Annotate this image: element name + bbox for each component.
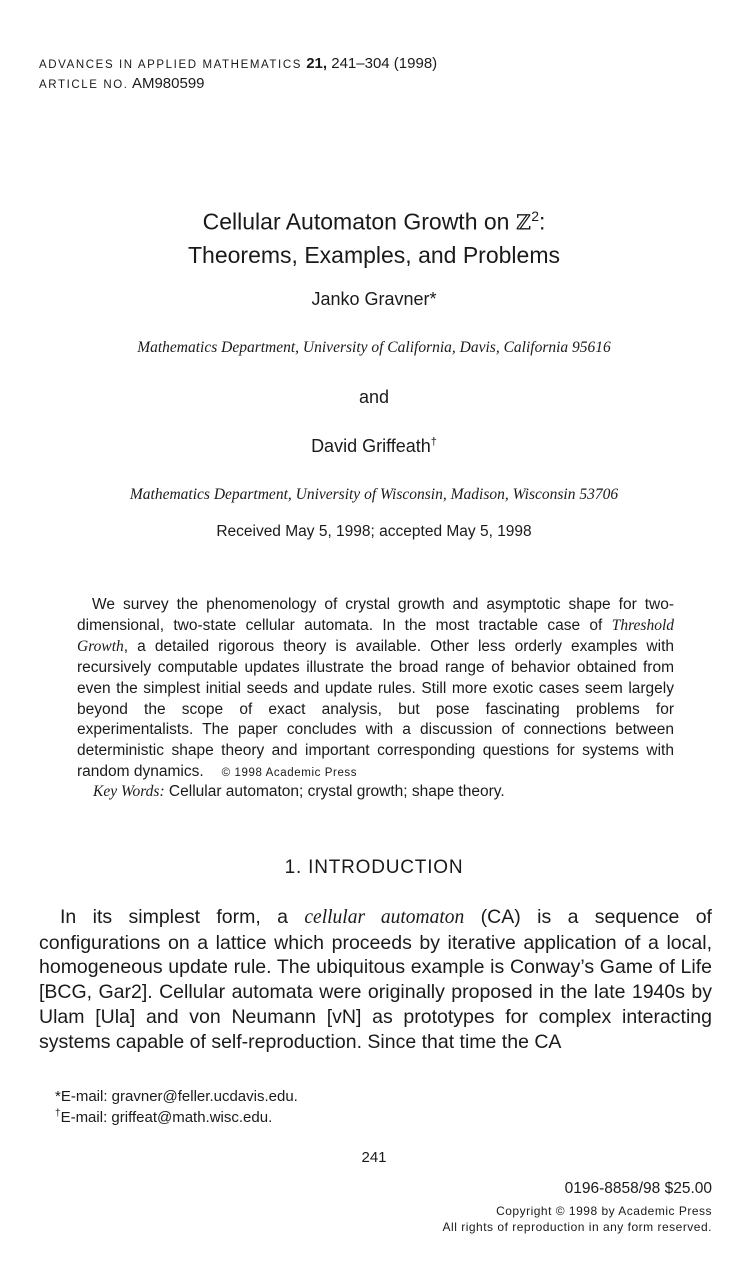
affiliation-2: Mathematics Department, University of Wisconsin, Madison, Wisconsin 53706 [129,486,619,503]
article-number [39,75,205,92]
rights-line: All rights of reproduction in any form reserved. [442,1220,712,1234]
abstract: We survey the phenomenology of crystal growth and asymptotic shape for two-dimensional, two-state cellular automata. In the most tractable case of Threshold Growth, a detailed rigorous theory is available. Other less orderly examples with recursively computable updates illustrate the broad range of behavior obtained from even the simplest initial seeds and update rules. Still more exotic cases seem largely beyond the scope of exact analysis, but pose fascinating problems for experimentalists. The paper concludes with a discussion of connections between deterministic shape theory and important corresponding questions for systems with random dynamics. © 1998 Academic Press [77,596,674,781]
author-1: Janko Gravner* [311,289,437,309]
abstract-italic-term: Threshold Growth [77,616,674,655]
author-conjunction: and [358,387,390,407]
title-line-1: Cellular Automaton Growth on ℤ$^2$: [202,208,546,235]
abstract-copyright: © 1998 Academic Press [221,767,358,780]
journal-pages-year: 241–304 (1998) [327,55,438,72]
integer-lattice-symbol: ℤ [515,210,532,235]
title-line-2: Theorems, Examples, and Problems [188,241,560,268]
journal-name: ADVANCES IN APPLIED MATHEMATICS [39,59,303,71]
article-label: ARTICLE NO. [39,79,129,91]
copyright-notice [443,1203,712,1235]
price-code: 0196-8858/98 $25.00 [564,1180,712,1197]
keywords-label: Key Words: [93,783,165,800]
journal-volume: 21, [306,55,328,72]
footnote-dagger: † [55,1108,61,1119]
intro-italic-term: cellular automaton [304,907,465,928]
section-heading: 1. INTRODUCTION [284,857,464,878]
keywords [93,783,505,801]
paper-title [0,200,748,271]
author-2: David Griffeath† [311,436,437,456]
copyright-line: Copyright © 1998 by Academic Press [496,1204,712,1218]
page-number: 241 [361,1149,387,1166]
affiliation-1: Mathematics Department, University of California, Davis, California 95616 [137,339,611,356]
intro-paragraph: In its simplest form, a cellular automaton (CA) is a sequence of configurations on a lattice which proceeds by iterative application of a local, homogeneous update rule. The ubiquitous example is Conway’s Game of Life [BCG, Gar2]. Cellular automata were originally proposed in the late 1940s by Ulam [Ula] and von Neumann [vN] as prototypes for complex interacting systems capable of self-reproduction. Since that time the CA [39,906,712,1053]
dagger-mark: † [430,436,437,448]
article-id: AM980599 [128,75,205,92]
journal-header [39,55,437,72]
footnote-2: †E-mail: griffeat@math.wisc.edu. [55,1108,273,1126]
footnote-1: *E-mail: gravner@feller.ucdavis.edu. [55,1088,298,1105]
keywords-list: Cellular automaton; crystal growth; shape theory. [164,783,505,800]
received-date: Received May 5, 1998; accepted May 5, 1998 [216,523,532,540]
